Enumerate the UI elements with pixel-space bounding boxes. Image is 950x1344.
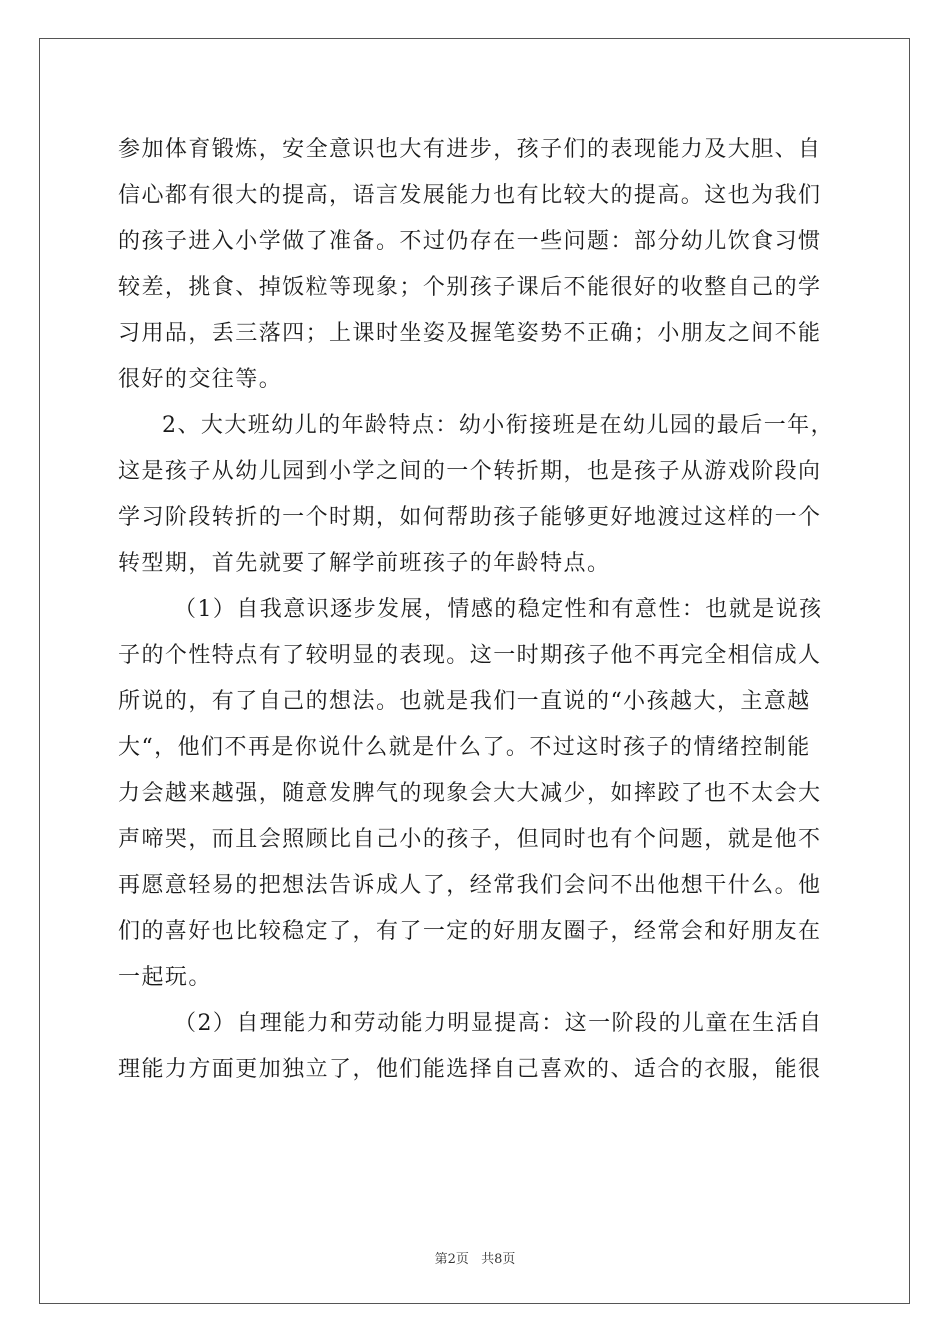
text-line: 的孩子进入小学做了准备。不过仍存在一些问题：部分幼儿饮食习惯 <box>118 229 822 254</box>
page-footer <box>0 1248 950 1267</box>
text-line: （2）自理能力和劳动能力明显提高：这一阶段的儿童在生活自 <box>174 1011 823 1036</box>
text-line: 参加体育锻炼，安全意识也大有进步，孩子们的表现能力及大胆、自 <box>118 137 822 162</box>
paragraph-3 <box>118 587 838 1001</box>
paragraph-2 <box>118 403 838 587</box>
text-line: 声啼哭，而且会照顾比自己小的孩子，但同时也有个问题，就是他不 <box>118 827 822 852</box>
text-line: 子的个性特点有了较明显的表现。这一时期孩子他不再完全相信成人 <box>118 643 822 668</box>
text-line: 习用品，丢三落四；上课时坐姿及握笔姿势不正确；小朋友之间不能 <box>118 321 822 346</box>
text-line: （1）自我意识逐步发展，情感的稳定性和有意性：也就是说孩 <box>174 597 823 622</box>
text-line: 理能力方面更加独立了，他们能选择自己喜欢的、适合的衣服，能很 <box>118 1057 822 1082</box>
document-body <box>118 127 838 1093</box>
text-line: 所说的，有了自己的想法。也就是我们一直说的“小孩越大，主意越 <box>118 689 811 714</box>
text-line: 信心都有很大的提高，语言发展能力也有比较大的提高。这也为我们 <box>118 183 822 208</box>
text-line: 转型期，首先就要了解学前班孩子的年龄特点。 <box>118 551 611 576</box>
text-line: 力会越来越强，随意发脾气的现象会大大减少，如摔跤了也不太会大 <box>118 781 822 806</box>
page-total: 共8页 <box>481 1252 516 1267</box>
text-line: 们的喜好也比较稳定了，有了一定的好朋友圈子，经常会和好朋友在 <box>118 919 822 944</box>
paragraph-4 <box>118 1001 838 1093</box>
page-number: 第2页 <box>434 1252 469 1267</box>
text-line: 这是孩子从幼儿园到小学之间的一个转折期，也是孩子从游戏阶段向 <box>118 459 822 484</box>
text-line: 学习阶段转折的一个时期，如何帮助孩子能够更好地渡过这样的一个 <box>118 505 822 530</box>
text-line: 2、大大班幼儿的年龄特点：幼小衔接班是在幼儿园的最后一年， <box>162 413 835 438</box>
text-line: 一起玩。 <box>118 965 212 990</box>
paragraph-1 <box>118 127 838 403</box>
text-line: 再愿意轻易的把想法告诉成人了，经常我们会问不出他想干什么。他 <box>118 873 822 898</box>
text-line: 大“，他们不再是你说什么就是什么了。不过这时孩子的情绪控制能 <box>118 735 811 760</box>
text-line: 很好的交往等。 <box>118 367 283 392</box>
text-line: 较差，挑食、掉饭粒等现象；个别孩子课后不能很好的收整自己的学 <box>118 275 822 300</box>
